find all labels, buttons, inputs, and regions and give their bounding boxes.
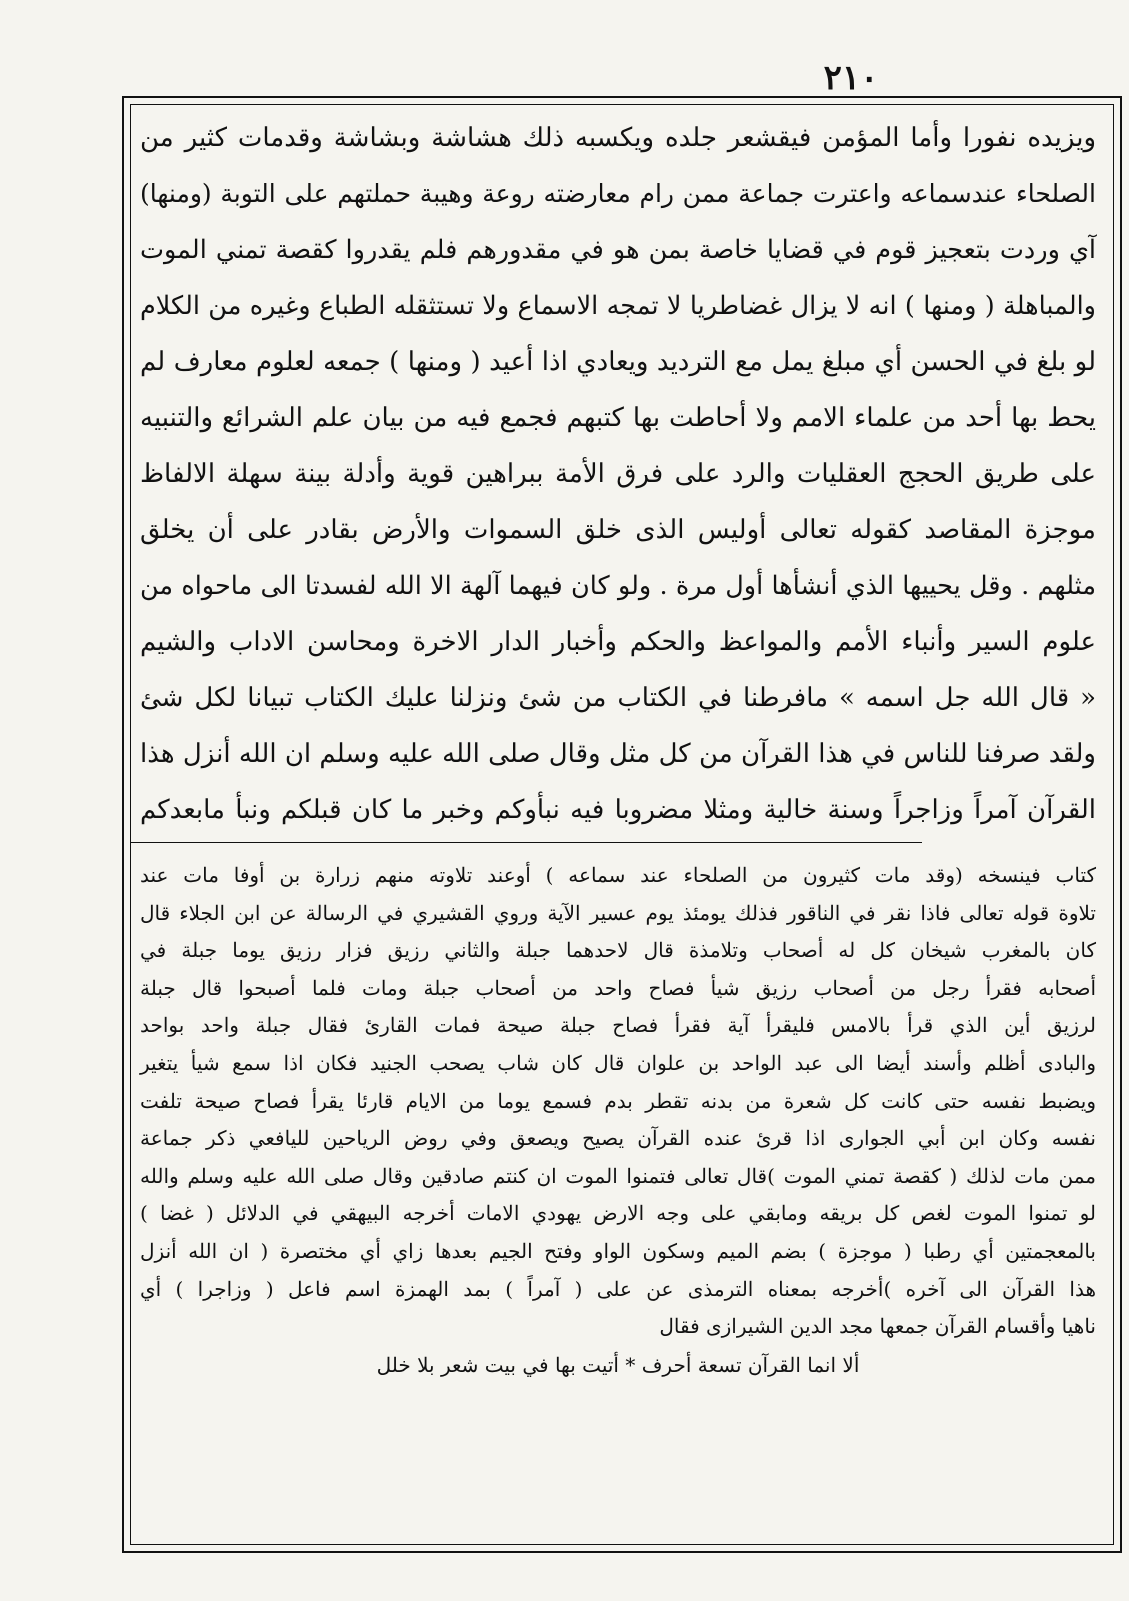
footnote-line: هذا القرآن الى آخره )أخرجه بمعناه الترمذى عن على ( آمراً ) بمد الهمزة اسم فاعل ( وزاجرا ) أي [140, 1276, 1096, 1301]
footnote-line: ويضبط نفسه حتى كانت كل شعرة من بدنه تقطر بدم فسمع يوما من الايام قارئا يقرأ فصاح صيحة تلفت [140, 1088, 1096, 1113]
footnote-line: بالمعجمتين أي رطبا ( موجزة ) بضم الميم وسكون الواو وفتح الجيم بعدها زاي أي مختصرة ( ان الله أنزل [140, 1238, 1096, 1263]
main-line: ويزيده نفورا وأما المؤمن فيقشعر جلده ويكسبه ذلك هشاشة وبشاشة وقدمات كثير من [140, 123, 1096, 153]
main-line: ولقد صرفنا للناس في هذا القرآن من كل مثل وقال صلى الله عليه وسلم ان الله أنزل هذا [140, 739, 1096, 769]
page-content [130, 110, 1106, 1384]
main-text [130, 110, 1106, 838]
footnote-line: كتاب فينسخه (وقد مات كثيرون من الصلحاء عند سماعه ) أوعند تلاوته منهم زرارة بن أوفا مات عند [140, 863, 1096, 887]
main-line: آي وردت بتعجيز قوم في قضايا خاصة بمن هو في مقدورهم فلم يقدروا كقصة تمني الموت [140, 235, 1096, 265]
main-line: الصلحاء عندسماعه واعترت جماعة ممن رام معارضته روعة وهيبة حملتهم على التوبة (ومنها) [140, 179, 1096, 208]
main-line: موجزة المقاصد كقوله تعالى أوليس الذى خلق السموات والأرض بقادر على أن يخلق [140, 515, 1096, 545]
footnote-line: والبادى أظلم وأسند أيضا الى عبد الواحد بن علوان قال كان شاب يصحب الجنيد فكان اذا سمع شيأ يتغير [140, 1050, 1096, 1075]
footnote-line: أصحابه فقرأ رجل من أصحاب رزيق شيأ فصاح واحد من أصحاب جبلة ومات فلما أصبحوا قال جبلة [140, 975, 1096, 1000]
footnote-line: تلاوة قوله تعالى فاذا نقر في الناقور فذلك يومئذ يوم عسير الآية وروي القشيري في الرسالة عن ابن الجلاء قال [140, 900, 1096, 925]
main-line: « قال الله جل اسمه » مافرطنا في الكتاب من شئ ونزلنا عليك الكتاب تبيانا لكل شئ [140, 683, 1096, 713]
footnote-divider [130, 842, 922, 843]
main-line: والمباهلة ( ومنها ) انه لا يزال غضاطريا لا تمجه الاسماع ولا تستثقله الطباع وغيره من الكلام [140, 291, 1096, 321]
verse-line: ألا انما القرآن تسعة أحرف * أتيت بها في بيت شعر بلا خلل [376, 1352, 860, 1377]
footnote-line: ناهيا وأقسام القرآن جمعها مجد الدين الشيرازى فقال [659, 1314, 1096, 1339]
footnote-line: ممن مات لذلك ( كقصة تمني الموت )قال تعالى فتمنوا الموت ان كنتم صادقين وقال صلى الله عليه وسلم والله [140, 1163, 1096, 1188]
footnotes [130, 857, 1106, 1384]
main-line: مثلهم . وقل يحييها الذي أنشأها أول مرة . ولو كان فيهما آلهة الا الله لفسدتا الى ماحواه من [140, 571, 1096, 601]
main-line: علوم السير وأنباء الأمم والمواعظ والحكم وأخبار الدار الاخرة ومحاسن الاداب والشيم [140, 627, 1096, 657]
footnote-line: لرزيق أين الذي قرأ بالامس فليقرأ آية فقرأ فصاح جبلة صيحة فمات القارئ فقال جبلة واحد بواحد [140, 1013, 1096, 1038]
main-line: يحط بها أحد من علماء الامم ولا أحاطت بها كتبهم فجمع فيه من بيان علم الشرائع والتنبيه [140, 403, 1096, 433]
main-line: على طريق الحجج العقليات والرد على فرق الأمة ببراهين قوية وأدلة بينة سهلة الالفاظ [140, 459, 1096, 489]
footnote-line: لو تمنوا الموت لغص كل بريقه ومابقي على وجه الارض يهودي الامات أخرجه البيهقي في الدلائل ( غضا ) [140, 1201, 1096, 1226]
main-line: القرآن آمراً وزاجراً وسنة خالية ومثلا مضروبا فيه نبأوكم وخبر ما كان قبلكم ونبأ مابعدكم [140, 795, 1096, 825]
footnote-line: كان بالمغرب شيخان كل له أصحاب وتلامذة قال لاحدهما جبلة والثاني رزيق فزار رزيق يوما جبلة في [140, 938, 1096, 963]
main-line: لو بلغ في الحسن أي مبلغ يمل مع الترديد ويعادي اذا أعيد ( ومنها ) جمعه لعلوم معارف لم [140, 347, 1096, 377]
page-number: ٢١٠ [823, 58, 879, 98]
footnote-line: نفسه وكان ابن أبي الجوارى اذا قرئ عنده القرآن يصيح ويصعق وفي روض الرياحين لليافعي ذكر جماعة [140, 1126, 1096, 1151]
